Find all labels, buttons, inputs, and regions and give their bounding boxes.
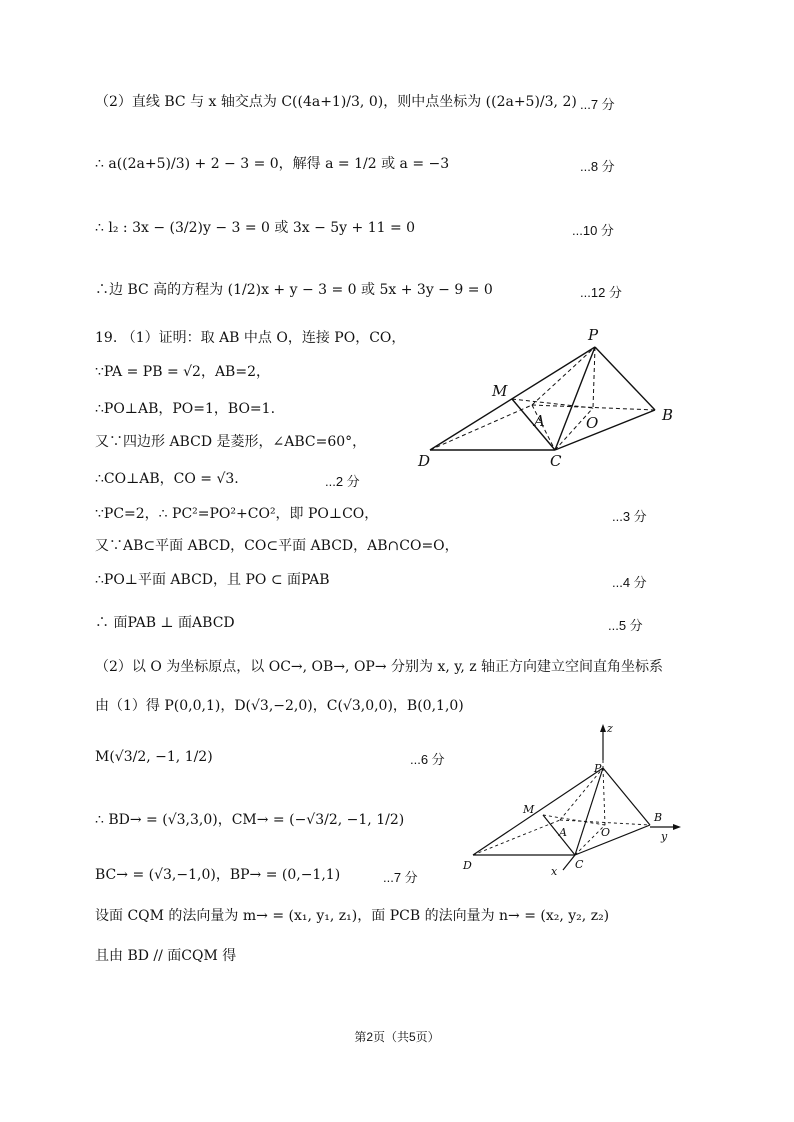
label-a: A [559,826,567,839]
label-p: P [588,326,599,344]
label-x: x [551,865,558,878]
text-line: ∴边 BC 高的方程为 (1/2)x + y − 3 = 0 或 5x + 3y − 9 = 0 [95,282,493,298]
label-d: D [463,859,472,872]
text-line: M(√3/2, −1, 1/2) [95,749,213,765]
z-axis-arrow [600,724,606,732]
text-line: ∴ a((2a+5)/3) + 2 − 3 = 0，解得 a = 1/2 或 a = −3 [95,156,450,172]
label-a: A [534,412,545,430]
text-line: ∵PA = PB = √2，AB=2， [95,364,270,380]
score-mark: ...5 分 [608,618,643,633]
text-line: ∴ 面PAB ⊥ 面ABCD [95,615,235,631]
label-m: M [523,803,535,816]
label-b: B [654,811,663,824]
pyramid-figure-1 [410,320,690,470]
label-z: z [607,722,613,735]
text-line: 19. （1）证明：取 AB 中点 O，连接 PO，CO， [95,330,406,346]
text-line: ∵PC=2，∴ PC²=PO²+CO²，即 PO⊥CO， [95,506,379,522]
label-d: D [418,452,431,470]
pyramid-figure-2 [455,720,685,880]
score-mark: ...2 分 [325,474,360,489]
text-line: 由（1）得 P(0,0,1)，D(√3,−2,0)，C(√3,0,0)，B(0,1,0) [95,698,464,714]
page-footer: 第2页（共5页） [354,1030,440,1044]
text-line: 又∵四边形 ABCD 是菱形，∠ABC=60°， [95,434,367,450]
text-line: 又∵AB⊂平面 ABCD，CO⊂平面 ABCD，AB∩CO=O， [95,538,459,554]
score-mark: ...8 分 [580,159,615,174]
text-line: （2）以 O 为坐标原点，以 OC→, OB→, OP→ 分别为 x, y, z 轴正方向建立空间直角坐标系 [95,659,664,675]
label-o: O [586,414,599,432]
text-line: （2）直线 BC 与 x 轴交点为 C((4a+1)/3, 0)，则中点坐标为 ((2a+5)/3, 2) [95,94,577,110]
label-p: P [594,762,602,775]
score-mark: ...3 分 [612,509,647,524]
text-line: BC→ = (√3,−1,0)，BP→ = (0,−1,1) [95,867,341,883]
text-line: 设面 CQM 的法向量为 m→ = (x₁, y₁, z₁)，面 PCB 的法向量为 n→ = (x₂, y₂, z₂) [95,908,610,924]
text-line: ∴PO⊥AB，PO=1，BO=1. [95,401,276,417]
text-line: ∴ l₂ : 3x − (3/2)y − 3 = 0 或 3x − 5y + 11 = 0 [95,220,416,236]
score-mark: ...7 分 [383,870,418,885]
score-mark: ...12 分 [580,285,622,300]
text-line: ∴PO⊥平面 ABCD，且 PO ⊂ 面PAB [95,572,330,588]
label-c: C [575,858,584,871]
score-mark: ...4 分 [612,575,647,590]
text-line: ∴ BD→ = (√3,3,0)，CM→ = (−√3/2, −1, 1/2) [95,812,405,828]
text-line: ∴CO⊥AB，CO = √3. [95,471,239,487]
score-mark: ...10 分 [572,223,614,238]
score-mark: ...6 分 [410,752,445,767]
label-y: y [661,830,668,843]
label-o: O [601,826,611,839]
score-mark: ...7 分 [580,97,615,112]
label-b: B [662,406,674,424]
text-line: 且由 BD // 面CQM 得 [95,948,237,964]
label-m: M [492,382,508,400]
y-axis-arrow [673,824,681,830]
label-c: C [550,452,562,470]
